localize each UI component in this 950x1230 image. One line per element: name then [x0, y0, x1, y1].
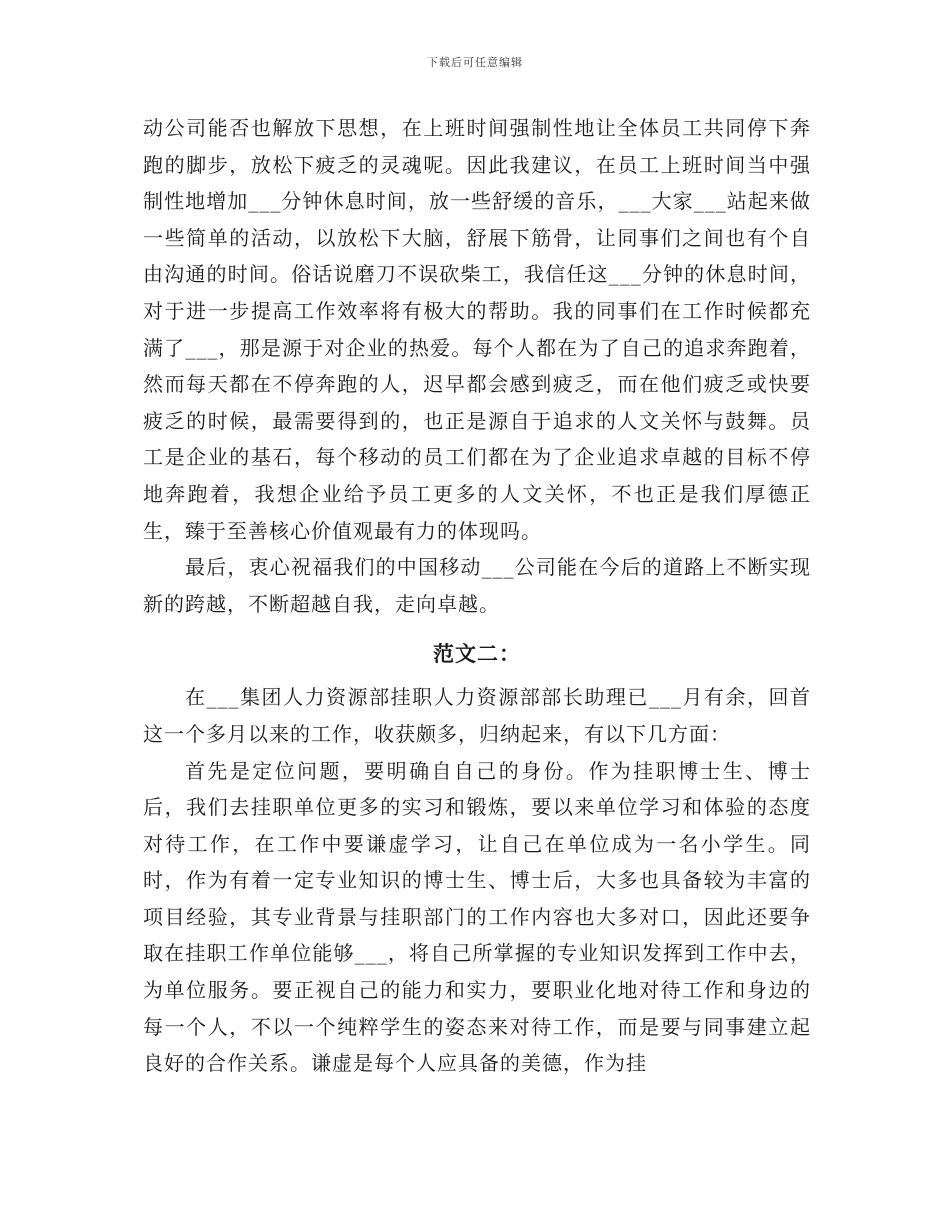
paragraph-closing-wishes: 最后，衷心祝福我们的中国移动___公司能在今后的道路上不断实现新的跨越，不断超越自我，走向卓越。: [143, 555, 811, 616]
section-title: 范文二：: [433, 641, 521, 667]
paragraph-intro: 在___集团人力资源部挂职人力资源部部长助理已___月有余，回首这一个多月以来的工作，收获颇多，归纳起来，有以下几方面：: [143, 685, 811, 746]
paragraph-positioning: 首先是定位问题，要明确自自己的身份。作为挂职博士生、博士后，我们去挂职单位更多的实习和锻炼，要以来单位学习和体验的态度对待工作，在工作中要谦虚学习，让自己在单位成为一名小学生。同时，作为有着一定专业知识的博士生、博士后，大多也具备较为丰富的项目经验，其专业背景与挂职部门的工作内容也大多对口，因此还要争取在挂职工作单位能够___，将自己所掌握的专业知识发挥到工作中去，为单位服务。要正视自己的能力和实力，要职业化地对待工作和身边的每一个人，不以一个纯粹学生的姿态来对待工作，而是要与同事建立起良好的合作关系。谦虚是每个人应具备的美德，作为挂: [143, 758, 811, 1076]
page-header-note: 下载后可任意编辑: [427, 56, 523, 69]
paragraph-continuation: 动公司能否也解放下思想，在上班时间强制性地让全体员工共同停下奔跑的脚步，放松下疲乏的灵魂呢。因此我建议，在员工上班时间当中强制性地增加___分钟休息时间，放一些舒缓的音乐，___大家___站起来做一些简单的活动，以放松下大脑，舒展下筋骨，让同事们之间也有个自由沟通的时间。俗话说磨刀不误砍柴工，我信任这___分钟的休息时间，对于进一步提高工作效率将有极大的帮助。我的同事们在工作时候都充满了___，那是源于对企业的热爱。每个人都在为了自己的追求奔跑着，然而每天都在不停奔跑的人，迟早都会感到疲乏，而在他们疲乏或快要疲乏的时候，最需要得到的，也正是源自于追求的人文关怀与鼓舞。员工是企业的基石，每个移动的员工们都在为了企业追求卓越的目标不停地奔跑着，我想企业给予员工更多的人文关怀，不也正是我们厚德正生，臻于至善核心价值观最有力的体现吗。: [143, 116, 811, 543]
document-body: [143, 110, 811, 1082]
